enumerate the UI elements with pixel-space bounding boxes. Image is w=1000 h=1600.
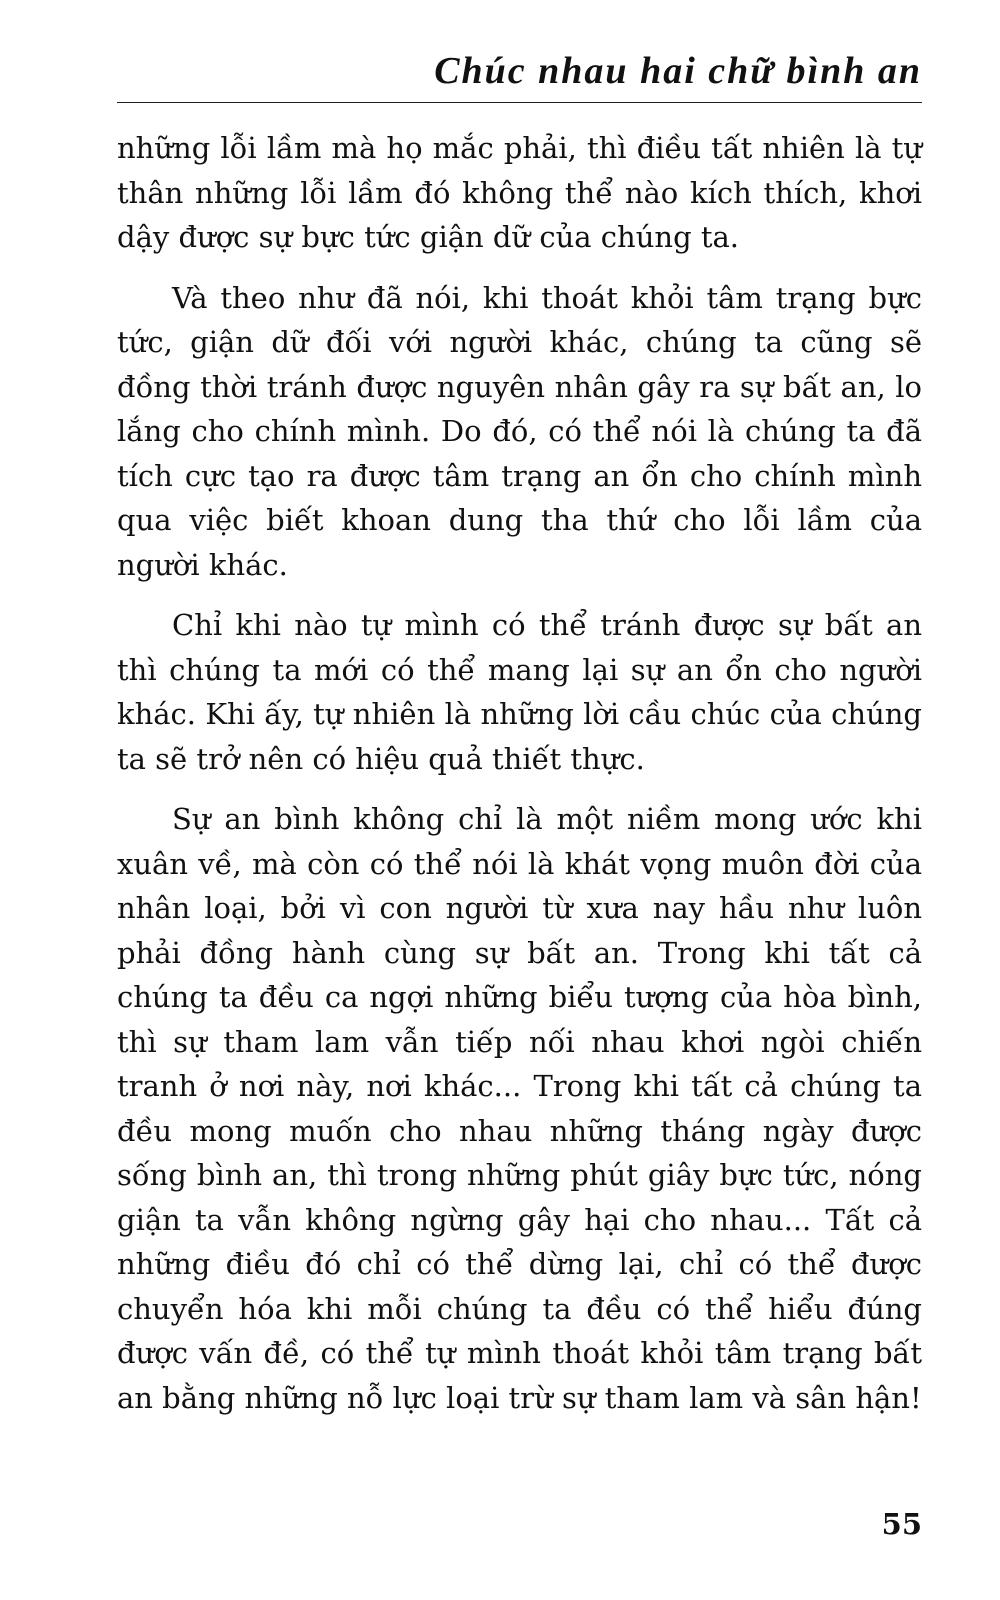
body-text (117, 126, 922, 1436)
header-divider (117, 102, 922, 103)
paragraph: Và theo như đã nói, khi thoát khỏi tâm trạng bực tức, giận dữ đối với người khác, chúng ta cũng sẽ đồng thời tránh được nguyên nhân gây ra sự bất an, lo lắng cho chính mình. Do đó, có thể nói là chúng ta đã tích cực tạo ra được tâm trạng an ổn cho chính mình qua việc biết khoan dung tha thứ cho lỗi lầm của người khác. (117, 280, 922, 582)
running-header-title: Chúc nhau hai chữ bình an (434, 50, 922, 92)
paragraph: Chỉ khi nào tự mình có thể tránh được sự bất an thì chúng ta mới có thể mang lại sự an ổn cho người khác. Khi ấy, tự nhiên là những lời cầu chúc của chúng ta sẽ trở nên có hiệu quả thiết thực. (117, 608, 922, 776)
paragraph-continued: những lỗi lầm mà họ mắc phải, thì điều tất nhiên là tự thân những lỗi lầm đó không thể nào kích thích, khơi dậy được sự bực tức giận dữ của chúng ta. (117, 131, 922, 254)
page-number: 55 (881, 1507, 922, 1541)
paragraph: Sự an bình không chỉ là một niềm mong ước khi xuân về, mà còn có thể nói là khát vọng muôn đời của nhân loại, bởi vì con người từ xưa nay hầu như luôn phải đồng hành cùng sự bất an. Trong khi tất cả chúng ta đều ca ngợi những biểu tượng của hòa bình, thì sự tham lam vẫn tiếp nối nhau khơi ngòi chiến tranh ở nơi này, nơi khác... Trong khi tất cả chúng ta đều mong muốn cho nhau những tháng ngày được sống bình an, thì trong những phút giây bực tức, nóng giận ta vẫn không ngừng gây hại cho nhau... Tất cả những điều đó chỉ có thể dừng lại, chỉ có thể được chuyển hóa khi mỗi chúng ta đều có thể hiểu đúng được vấn đề, có thể tự mình thoát khỏi tâm trạng bất an bằng những nỗ lực loại trừ sự tham lam và sân hận! (117, 802, 922, 1415)
